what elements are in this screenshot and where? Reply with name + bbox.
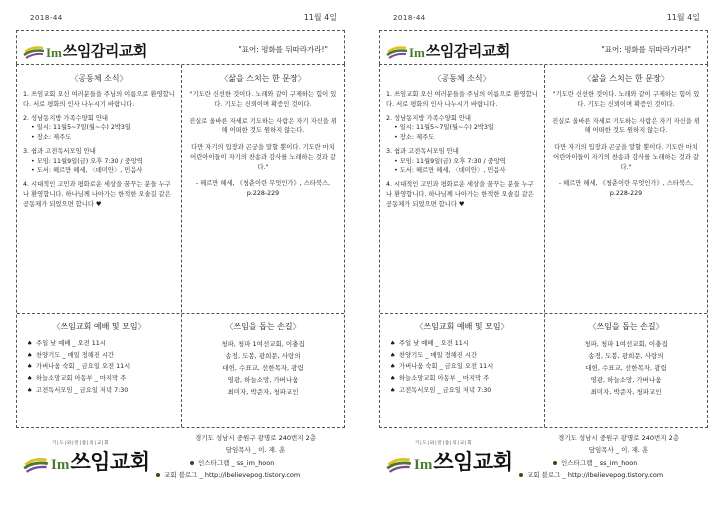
news-list <box>386 90 538 209</box>
quote-title: 〈삶을 스치는 한 문장〉 <box>583 74 669 83</box>
bullet-dot-icon <box>190 461 194 465</box>
logo-swoosh-icon <box>386 37 408 59</box>
pastor-name: 담임목사 _ 이. 재. 훈 <box>588 446 649 455</box>
helpers-names: 청파, 청파 1여선교회, 이충집 송정, 도봉, 광희문, 사랑의 대헌, 수표교, 선한목자, 광림 영광, 하늘소망, 가버나움 최미자, 박준자, 청파교인 <box>221 340 305 397</box>
bullet-dot-icon <box>553 461 557 465</box>
footer-info <box>519 432 708 481</box>
blog-row[interactable]: 교회 블로그 _ http://ibelievepog.tistory.com <box>156 469 345 481</box>
helpers-title: 〈쓰임을 돕는 손길〉 <box>588 322 664 331</box>
bullet-dot-icon <box>519 473 523 477</box>
schedule-item: ♠ 가버나움 숙회 _ 금요일 오전 11시 <box>27 361 175 373</box>
footer-info <box>156 432 345 481</box>
schedule-item: ♠ 찬양기도 _ 매일 정해진 시간 <box>390 350 538 362</box>
blog-row[interactable]: 교회 블로그 _ http://ibelievepog.tistory.com <box>519 469 708 481</box>
spade-bullet-icon: ♠ <box>390 363 396 371</box>
footer-logo-tagline: 기|도|와|말|씀|의|교|회 <box>52 441 110 446</box>
logo-church-name: 쓰임감리교회 <box>425 42 510 60</box>
quote-box <box>182 73 344 199</box>
logo-swoosh-icon <box>22 447 50 473</box>
spade-bullet-icon: ♠ <box>390 340 396 347</box>
news-item: 4. 시대적인 고민과 평화로운 세상을 꿈꾸는 분들 누구나 환영합니다. 하나님께 나아가는 한적한 오솔길 같은 공동체가 되었으면 합니다 ♥ <box>386 181 534 208</box>
community-news-box <box>380 73 544 213</box>
spade-bullet-icon: ♠ <box>27 386 33 394</box>
schedule-list <box>386 338 538 396</box>
footer-logo-tagline: 기|도|와|말|씀|의|교|회 <box>415 441 473 446</box>
quote-source: - 헤르만 헤세, 《청춘이란 무엇인가》, 스타북스, p.228-229 <box>195 180 331 197</box>
footer-logo <box>385 440 513 473</box>
content-grid <box>379 64 708 428</box>
logo-im: Im <box>51 457 70 473</box>
logo-swoosh-icon <box>385 447 413 473</box>
quote-text: "기도란 신선한 것이다. 노래와 같이 구제하는 힘이 있다. 기도는 신뢰이며 확증인 것이다. 진실로 올바른 자세로 기도하는 사람은 자기 자신을 위해 어떠한 것도 원하지 않는다. 다만 자기의 입장과 곤궁을 말할 뿐이다. 기도란 마치 어린아이들이 자기의 찬송과 감사를 노래하는 것과 같다." - 헤르만 헤세, 《청춘이란 무엇인가》, 스타북스, p.228-229 <box>189 91 337 197</box>
quote-title: 〈삶을 스치는 한 문장〉 <box>220 74 306 83</box>
schedule-list <box>23 338 175 396</box>
church-address: 경기도 성남시 중원구 광명로 240번지 2층 <box>194 434 317 442</box>
slogan: "표어: 평화를 뒤따라가라!" <box>238 45 328 54</box>
schedule-item: ♠ 주일 낮 예배 _ 오전 11시 <box>27 338 175 350</box>
footer-logo <box>22 440 150 473</box>
logo-church-name: 쓰임교회 <box>70 450 150 474</box>
news-item: 4. 시대적인 고민과 평화로운 세상을 꿈꾸는 분들 누구나 환영합니다. 하나님께 나아가는 한적한 오솔길 같은 공동체가 되었으면 합니다 ♥ <box>23 181 171 208</box>
bulletin-page-right <box>371 0 716 509</box>
helpers-names: 청파, 청파 1여선교회, 이충집 송정, 도봉, 광희문, 사랑의 대헌, 수표교, 선한목자, 광림 영광, 하늘소망, 가버나움 최미자, 박준자, 청파교인 <box>584 340 668 397</box>
instagram-row[interactable]: 인스타그램 _ ss_im_hoon <box>156 457 345 469</box>
date-code: 2018-44 <box>393 14 426 22</box>
quote-text: "기도란 신선한 것이다. 노래와 같이 구제하는 힘이 있다. 기도는 신뢰이며 확증인 것이다. 진실로 올바른 자세로 기도하는 사람은 자기 자신을 위해 어떠한 것도 원하지 않는다. 다만 자기의 입장과 곤궁을 말할 뿐이다. 기도란 마치 어린아이들이 자기의 찬송과 감사를 노래하는 것과 같다." - 헤르만 헤세, 《청춘이란 무엇인가》, 스타북스, p.228-229 <box>552 91 700 197</box>
schedule-title: 〈쓰임교회 예배 및 모임〉 <box>415 322 509 331</box>
church-logo <box>386 37 510 59</box>
spade-bullet-icon: ♠ <box>27 340 33 347</box>
news-item: 2. 성남동지방 가족수양회 안내 • 일시: 11월5~7일(월~수) 2박3일 • 장소: 제주도 <box>386 114 495 141</box>
schedule-item: ♠ 찬양기도 _ 매일 정해진 시간 <box>27 350 175 362</box>
instagram-row[interactable]: 인스타그램 _ ss_im_hoon <box>519 457 708 469</box>
logo-swoosh-icon <box>23 37 45 59</box>
logo-im: Im <box>414 457 433 473</box>
spade-bullet-icon: ♠ <box>27 363 33 371</box>
schedule-box <box>17 321 181 396</box>
spade-bullet-icon: ♠ <box>27 351 33 359</box>
bulletin-footer <box>379 428 708 504</box>
helpers-box <box>182 321 344 398</box>
schedule-title: 〈쓰임교회 예배 및 모임〉 <box>52 322 146 331</box>
issue-day: 11월 4일 <box>303 13 337 22</box>
logo-church-name: 쓰임교회 <box>433 450 513 474</box>
community-news-box <box>17 73 181 213</box>
news-title: 〈공동체 소식〉 <box>70 74 128 83</box>
bullet-dot-icon <box>156 473 160 477</box>
issue-day: 11월 4일 <box>666 13 700 22</box>
pastor-name: 담임목사 _ 이. 재. 훈 <box>225 446 286 455</box>
church-logo <box>23 37 147 59</box>
content-grid <box>16 64 345 428</box>
church-address: 경기도 성남시 중원구 광명로 240번지 2층 <box>557 434 680 442</box>
bulletin-header <box>16 30 345 64</box>
logo-im: Im <box>409 45 425 60</box>
horizontal-divider <box>380 313 707 314</box>
slogan: "표어: 평화를 뒤따라가라!" <box>601 45 691 54</box>
logo-im: Im <box>46 45 62 60</box>
schedule-item: ♠ 하늘소망교회 아동부 _ 마지막 주 <box>27 373 175 385</box>
helpers-title: 〈쓰임을 돕는 손길〉 <box>225 322 301 331</box>
schedule-item: ♠ 가버나움 숙회 _ 금요일 오전 11시 <box>390 361 538 373</box>
bulletin-footer <box>16 428 345 504</box>
spade-bullet-icon: ♠ <box>390 386 396 394</box>
spade-bullet-icon: ♠ <box>27 374 33 382</box>
news-item: 1. 쓰임교회 오신 여러분들을 주님의 이름으로 환영합니다. 서로 평화의 인사 나누시기 바랍니다. <box>23 91 175 108</box>
bulletin-header <box>379 30 708 64</box>
schedule-box <box>380 321 544 396</box>
horizontal-divider <box>17 313 344 314</box>
news-item: 1. 쓰임교회 오신 여러분들을 주님의 이름으로 환영합니다. 서로 평화의 인사 나누시기 바랍니다. <box>386 91 538 108</box>
schedule-item: ♠ 고전독서모임 _ 금요일 저녁 7:30 <box>390 385 538 397</box>
quote-box <box>545 73 707 199</box>
quote-source: - 헤르만 헤세, 《청춘이란 무엇인가》, 스타북스, p.228-229 <box>558 180 694 197</box>
news-list <box>23 90 175 209</box>
news-item: 3. 쉼과 고전독서모임 안내 • 모임: 11월9일(금) 오후 7:30 / 중앙역 • 도서: 헤르만 헤세, 〈데미안〉, 민음사 <box>386 147 506 175</box>
schedule-item: ♠ 고전독서모임 _ 금요일 저녁 7:30 <box>27 385 175 397</box>
news-item: 3. 쉼과 고전독서모임 안내 • 모임: 11월9일(금) 오후 7:30 / 중앙역 • 도서: 헤르만 헤세, 〈데미안〉, 민음사 <box>23 147 143 175</box>
news-item: 2. 성남동지방 가족수양회 안내 • 일시: 11월5~7일(월~수) 2박3일 • 장소: 제주도 <box>23 114 132 141</box>
news-title: 〈공동체 소식〉 <box>433 74 491 83</box>
schedule-item: ♠ 하늘소망교회 아동부 _ 마지막 주 <box>390 373 538 385</box>
bulletin-page-left <box>8 0 353 509</box>
spade-bullet-icon: ♠ <box>390 351 396 359</box>
date-code: 2018-44 <box>30 14 63 22</box>
spade-bullet-icon: ♠ <box>390 374 396 382</box>
schedule-item: ♠ 주일 낮 예배 _ 오전 11시 <box>390 338 538 350</box>
helpers-box <box>545 321 707 398</box>
logo-church-name: 쓰임감리교회 <box>62 42 147 60</box>
